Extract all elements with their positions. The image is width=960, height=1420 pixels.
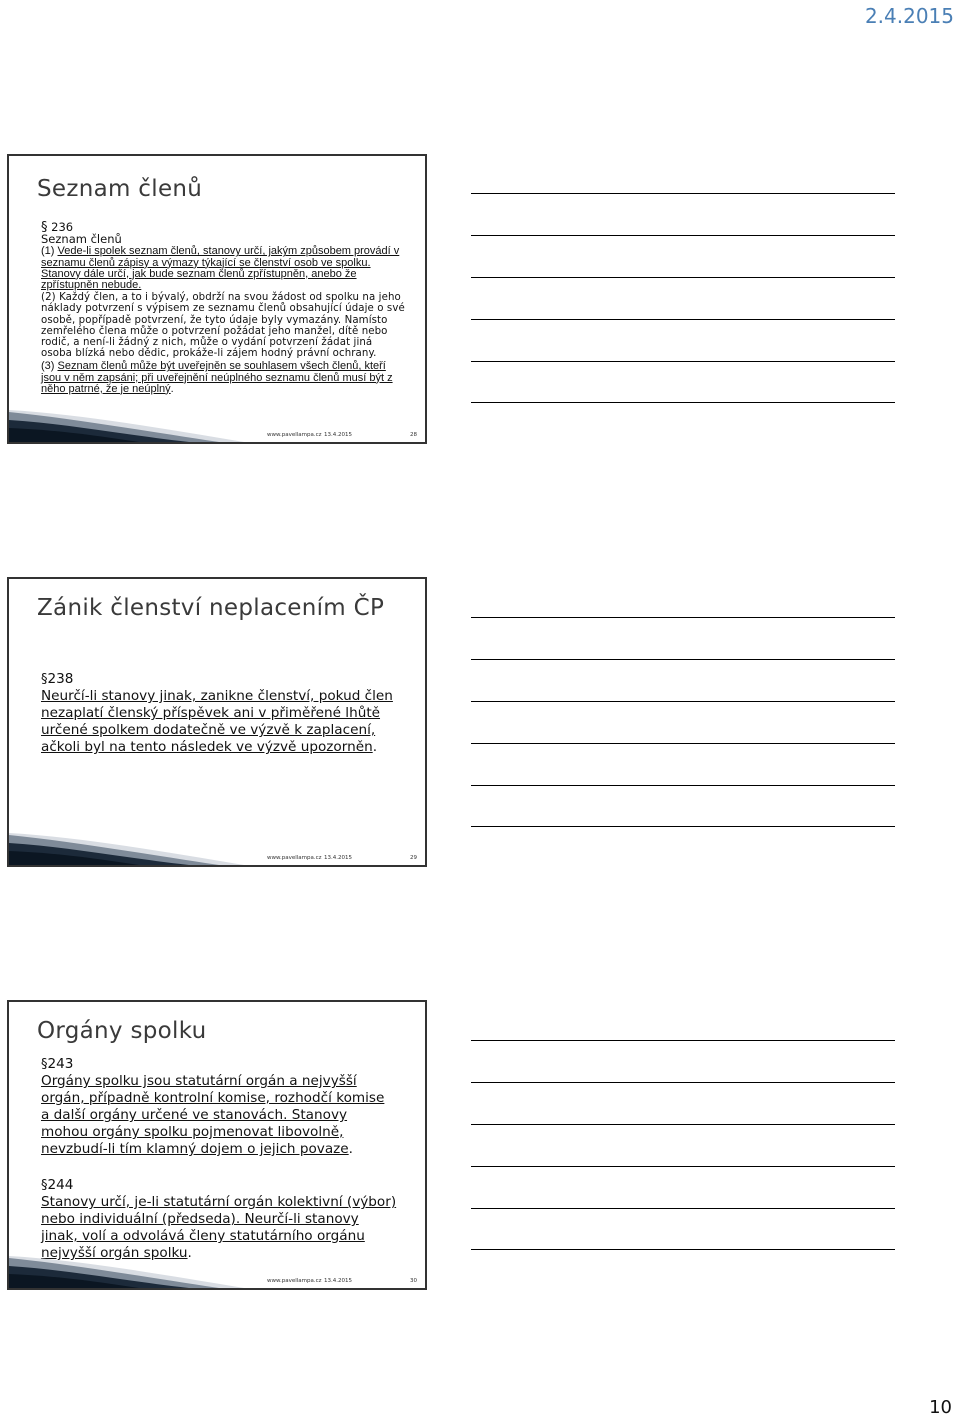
paragraph-1-text: Vede-li spolek seznam členů, stanovy určí, jakým způsobem provádí v seznamu členů zápisy a výmazy týkající se členství osob ve spolku. Stanovy dále určí, jak bude seznam členů zpřístupněn, anebo že zpřístupněn nebude.	[41, 245, 400, 292]
slide-body	[41, 671, 397, 756]
section-text-body: Neurčí-li stanovy jinak, zanikne členství, pokud člen nezaplatí členský příspěvek ani v přiměřené lhůtě určené spolkem dodatečně ve výzvě k zaplacení, ačkoli byl na tento následek ve výzvě upozorněn	[41, 688, 393, 755]
note-line	[471, 277, 895, 278]
slide-30	[7, 1000, 427, 1290]
note-line	[471, 743, 895, 744]
note-line	[471, 1166, 895, 1167]
slide-number: 29	[410, 855, 417, 861]
section-a-number: 243	[47, 1056, 74, 1072]
paragraph-3	[41, 361, 405, 395]
header-date: 2.4.2015	[864, 4, 954, 28]
slide-title: Seznam členů	[37, 176, 203, 202]
note-line	[471, 785, 895, 786]
note-line	[471, 193, 895, 194]
note-line	[471, 361, 895, 362]
slide-number: 28	[410, 432, 417, 438]
section-a-suffix: .	[348, 1141, 353, 1157]
footer-date: 13.4.2015	[324, 1278, 352, 1284]
note-line	[471, 659, 895, 660]
paragraph-3-prefix: (3)	[41, 360, 58, 373]
paragraph-1	[41, 246, 405, 291]
footer-site: www.pavellampa.cz	[267, 855, 322, 861]
section-heading: Seznam členů	[41, 232, 122, 247]
note-line	[471, 617, 895, 618]
section-text-suffix: .	[372, 739, 378, 755]
paragraph-symbol: §	[41, 672, 48, 687]
note-line	[471, 235, 895, 236]
section-b-body: Stanovy určí, je-li statutární orgán kolektivní (výbor) nebo individuální (předseda). Neurčí-li stanovy jinak, volí a odvolává členy statutárního orgánu nejvyšší orgán spolku	[41, 1194, 397, 1261]
section-a-body: Orgány spolku jsou statutární orgán a nejvyšší orgán, případně kontrolní komise, rozhodčí komise a další orgány určené ve stanovách. Stanovy mohou orgány spolku pojmenovat libovolně, nevzbudí-li tím klamný dojem o jejich povaze	[41, 1073, 385, 1157]
slide-swoosh-graphic	[9, 392, 249, 442]
section-b-number: 244	[47, 1177, 74, 1193]
section-a-text	[41, 1073, 397, 1158]
slide-swoosh-graphic	[9, 1238, 249, 1288]
slide-29	[7, 577, 427, 867]
section-b-suffix: .	[187, 1245, 192, 1261]
note-line	[471, 826, 895, 827]
paragraph-symbol: §	[41, 220, 48, 235]
footer-date: 13.4.2015	[324, 432, 352, 438]
section-b-line	[41, 1177, 397, 1194]
slide-body	[41, 222, 405, 395]
slide-swoosh-graphic	[9, 815, 249, 865]
section-number: 238	[47, 671, 74, 687]
note-line	[471, 1249, 895, 1250]
section-number: 236	[51, 220, 74, 234]
paragraph-3-text: Seznam členů může být uveřejněn se souhlasem všech členů, kteří jsou v něm zapsáni; při uveřejnění neúplného seznamu členů musí být z něho patrné, že je neúplný	[41, 360, 393, 395]
paragraph-symbol: §	[41, 1178, 48, 1193]
slide-body	[41, 1056, 397, 1262]
footer-site: www.pavellampa.cz	[267, 1278, 322, 1284]
slide-number: 30	[410, 1278, 417, 1284]
note-line	[471, 1124, 895, 1125]
slide-28	[7, 154, 427, 444]
paragraph-1-prefix: (1)	[41, 245, 58, 258]
note-line	[471, 319, 895, 320]
paragraph-3-suffix: .	[170, 382, 174, 395]
paragraph-2: (2) Každý člen, a to i bývalý, obdrží na svou žádost od spolku na jeho náklady potvrzení s výpisem ze seznamu členů obsahující údaje o své osobě, popřípadě potvrzení, že tyto údaje byly vymazány. Namísto zemřelého člena může o potvrzení požádat jeho manžel, dítě nebo rodič, a není-li žádný z nich, může o vydání potvrzení žádat jiná osoba blízká nebo dědic, prokáže-li zájem hodný právní ochrany.	[41, 292, 405, 360]
footer-site: www.pavellampa.cz	[267, 432, 322, 438]
paragraph-symbol: §	[41, 1057, 48, 1072]
slide-title: Orgány spolku	[37, 1018, 207, 1044]
note-line	[471, 701, 895, 702]
section-a-line	[41, 1056, 397, 1073]
section-line	[41, 671, 397, 688]
slide-title: Zánik členství neplacením ČP	[37, 595, 385, 621]
note-line	[471, 1082, 895, 1083]
section-text	[41, 688, 397, 756]
note-line	[471, 1208, 895, 1209]
footer-date: 13.4.2015	[324, 855, 352, 861]
note-line	[471, 1040, 895, 1041]
page-number: 10	[929, 1397, 952, 1418]
note-line	[471, 402, 895, 403]
